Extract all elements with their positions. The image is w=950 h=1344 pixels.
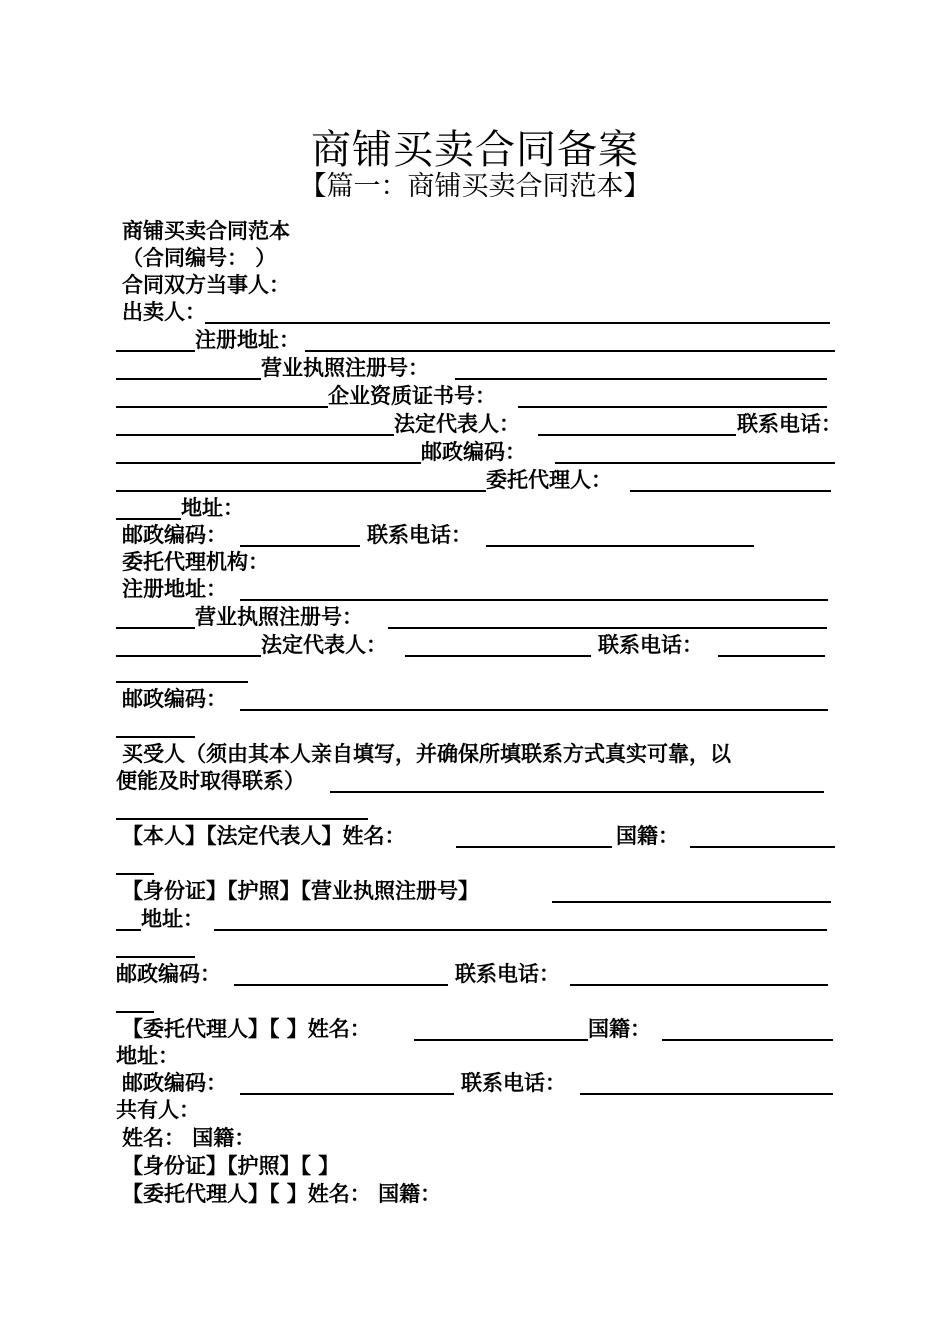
legal-rep-line <box>538 434 736 436</box>
fill-line <box>116 736 195 738</box>
reg-address-line-2 <box>240 599 828 601</box>
agent-label: 委托代理人： <box>486 468 612 492</box>
address-label-3: 地址： <box>116 1044 179 1068</box>
phone-line-5 <box>580 1093 833 1095</box>
nationality-line-2 <box>662 1039 833 1041</box>
fill-line <box>116 490 486 492</box>
fill-line <box>116 956 195 958</box>
co-owner-label: 共有人： <box>116 1098 200 1122</box>
co-owner-agent-label: 【委托代理人】【 】姓名： 国籍： <box>122 1182 442 1206</box>
postcode-line-4 <box>234 984 448 986</box>
buyer-name-line <box>456 846 612 848</box>
parties-label: 合同双方当事人： <box>122 273 290 297</box>
business-license-line <box>455 378 827 380</box>
agent-label-2: 【委托代理人】【 】姓名： <box>122 1017 371 1041</box>
phone-line-2 <box>486 545 754 547</box>
nationality-label: 国籍： <box>616 824 679 848</box>
fill-line <box>116 378 261 380</box>
postcode-label-3: 邮政编码： <box>122 687 227 711</box>
reg-address-line <box>305 350 835 352</box>
postcode-line-3 <box>240 709 828 711</box>
phone-label: 联系电话： <box>737 412 842 436</box>
postcode-label-4: 邮政编码： <box>116 962 221 986</box>
document-title: 商铺买卖合同备案 <box>311 127 639 173</box>
fill-line <box>116 818 368 820</box>
fill-line <box>116 350 195 352</box>
buyer-label: 买受人（须由其本人亲自填写，并确保所填联系方式真实可靠，以 <box>122 742 731 766</box>
business-license-line-2 <box>388 627 827 629</box>
section-heading: 商铺买卖合同范本 <box>122 219 290 243</box>
fill-line <box>116 627 195 629</box>
co-owner-id-label: 【身份证】【护照】【 】 <box>122 1154 340 1178</box>
qualification-label: 企业资质证书号： <box>328 384 496 408</box>
nationality-label-2: 国籍： <box>588 1017 651 1041</box>
nationality-line <box>690 846 835 848</box>
seller-label: 出卖人： <box>122 300 206 324</box>
reg-address-label-2: 注册地址： <box>122 577 227 601</box>
seller-line <box>205 322 830 324</box>
phone-label-3: 联系电话： <box>598 633 703 657</box>
id-docs-line <box>552 901 831 903</box>
address-line-2 <box>214 929 827 931</box>
fill-line <box>116 462 421 464</box>
reg-address-label: 注册地址： <box>195 328 300 352</box>
fill-line <box>116 434 394 436</box>
legal-rep-label: 法定代表人： <box>394 412 520 436</box>
fill-line <box>116 1011 154 1013</box>
legal-rep-label-2: 法定代表人： <box>261 633 387 657</box>
fill-line <box>116 518 181 520</box>
postcode-line-2 <box>240 545 360 547</box>
buyer-line <box>330 791 824 793</box>
id-docs-label: 【身份证】【护照】【营业执照注册号】 <box>122 879 479 903</box>
postcode-label: 邮政编码： <box>421 440 526 464</box>
contract-number: （合同编号： ） <box>122 246 277 270</box>
qualification-line <box>518 406 827 408</box>
document-subtitle: 【篇一：商铺买卖合同范本】 <box>299 171 651 202</box>
address-label: 地址： <box>181 496 244 520</box>
agent-name-line <box>414 1039 588 1041</box>
postcode-line-5 <box>240 1093 454 1095</box>
fill-line <box>116 873 154 875</box>
phone-label-2: 联系电话： <box>367 523 472 547</box>
postcode-label-2: 邮政编码： <box>122 523 227 547</box>
agent-line <box>630 490 831 492</box>
fill-line <box>116 406 328 408</box>
business-license-label: 营业执照注册号： <box>261 356 429 380</box>
fill-line <box>116 655 261 657</box>
fill-line <box>116 681 248 683</box>
buyer-person-label: 【本人】【法定代表人】姓名： <box>122 824 406 848</box>
legal-rep-line-2 <box>405 655 591 657</box>
postcode-label-5: 邮政编码： <box>122 1071 227 1095</box>
address-label-2: 地址： <box>141 907 204 931</box>
postcode-line <box>555 462 835 464</box>
fill-line <box>116 929 141 931</box>
business-license-label-2: 营业执照注册号： <box>195 605 363 629</box>
phone-label-4: 联系电话： <box>455 962 560 986</box>
buyer-note: 便能及时取得联系） <box>116 769 305 793</box>
phone-line-3 <box>718 655 825 657</box>
co-owner-name-label: 姓名： 国籍： <box>122 1126 256 1150</box>
agency-label: 委托代理机构： <box>122 550 269 574</box>
phone-line-4 <box>570 984 828 986</box>
phone-label-5: 联系电话： <box>461 1071 566 1095</box>
